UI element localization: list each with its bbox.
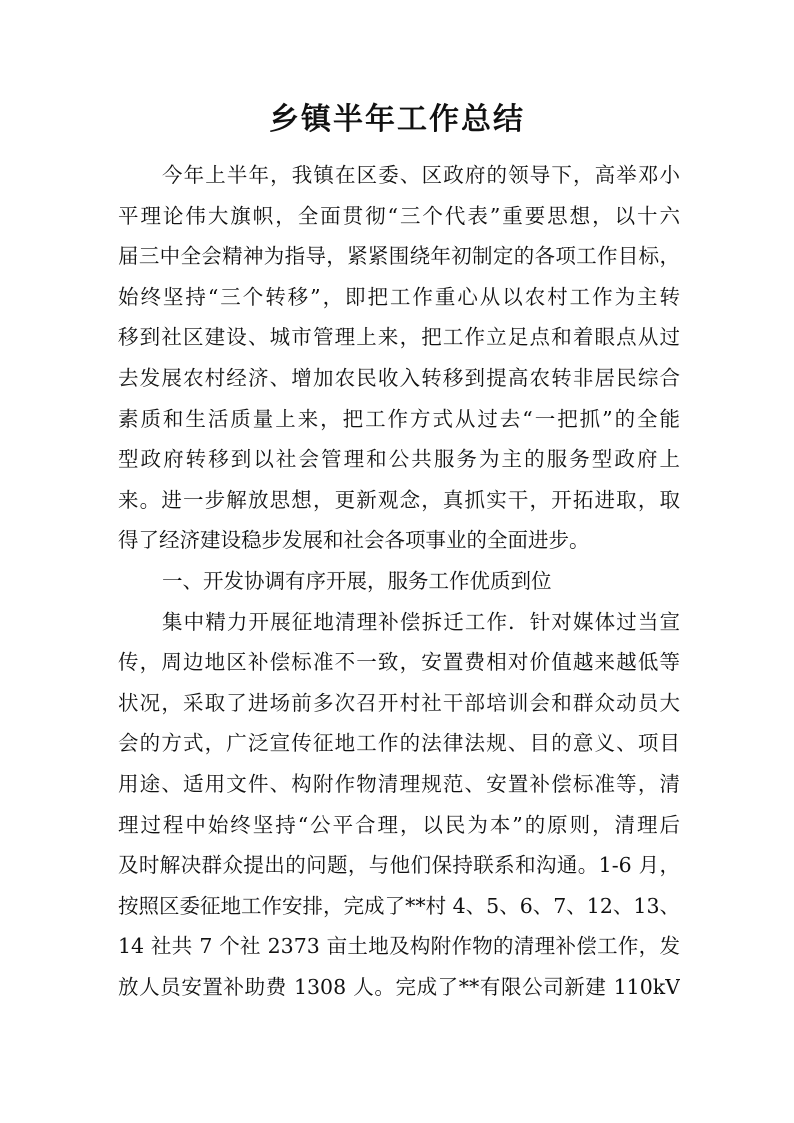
text-line: 型政府转移到以社会管理和公共服务为主的服务型政府上 bbox=[118, 447, 680, 472]
text-line: 移到社区建设、城市管理上来，把工作立足点和着眼点从过 bbox=[118, 325, 680, 350]
document-title: 乡镇半年工作总结 bbox=[269, 102, 525, 137]
text-line: 用途、适用文件、构附作物清理规范、安置补偿标准等，清 bbox=[118, 771, 680, 796]
text-line: 始终坚持“三个转移”，即把工作重心从以农村工作为主转 bbox=[118, 284, 680, 309]
document-body bbox=[118, 155, 680, 1007]
text-line: 一、开发协调有序开展，服务工作优质到位 bbox=[162, 568, 552, 593]
text-line: 14 社共 7 个社 2373 亩土地及构附作物的清理补偿工作，发 bbox=[118, 934, 680, 959]
text-line: 及时解决群众提出的问题，与他们保持联系和沟通。1-6 月， bbox=[118, 853, 680, 878]
text-line: 素质和生活质量上来，把工作方式从过去“一把抓”的全能 bbox=[118, 406, 680, 431]
text-line: 理过程中始终坚持“公平合理，以民为本”的原则，清理后 bbox=[118, 812, 680, 837]
text-line: 届三中全会精神为指导，紧紧围绕年初制定的各项工作目标， bbox=[118, 244, 680, 269]
text-line: 按照区委征地工作安排，完成了**村 4、5、6、7、12、13、 bbox=[118, 893, 680, 918]
text-line: 放人员安置补助费 1308 人。完成了**有限公司新建 110kV bbox=[118, 974, 680, 999]
text-line: 今年上半年，我镇在区委、区政府的领导下，高举邓小 bbox=[162, 163, 680, 187]
text-line: 状况，采取了进场前多次召开村社干部培训会和群众动员大 bbox=[118, 690, 680, 715]
text-line: 传，周边地区补偿标准不一致，安置费相对价值越来越低等 bbox=[118, 650, 680, 675]
text-line: 平理论伟大旗帜，全面贯彻“三个代表”重要思想，以十六 bbox=[118, 203, 680, 228]
text-line: 集中精力开展征地清理补偿拆迁工作．针对媒体过当宣 bbox=[162, 609, 680, 634]
text-line: 得了经济建设稳步发展和社会各项事业的全面进步。 bbox=[118, 528, 590, 553]
text-line: 去发展农村经济、增加农民收入转移到提高农转非居民综合 bbox=[118, 365, 680, 390]
text-line: 来。进一步解放思想，更新观念，真抓实干，开拓进取，取 bbox=[118, 487, 680, 512]
text-line: 会的方式，广泛宣传征地工作的法律法规、目的意义、项目 bbox=[118, 731, 680, 756]
